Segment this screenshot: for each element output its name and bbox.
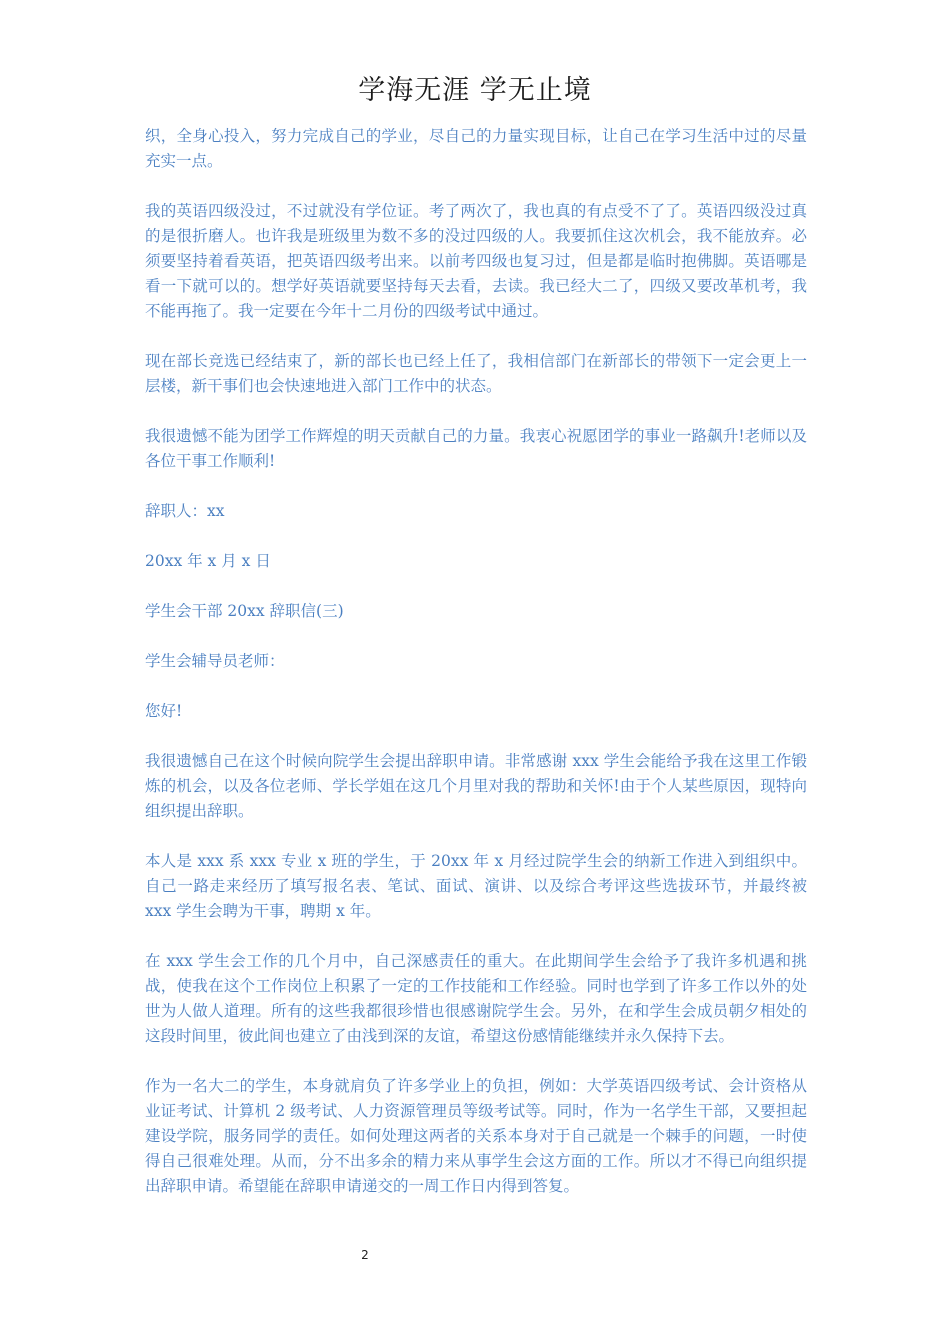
page-number: 2 (361, 1248, 369, 1262)
greeting: 您好! (145, 702, 183, 720)
paragraph: 我很遗憾自己在这个时候向院学生会提出辞职申请。非常感谢 xxx 学生会能给予我在这里工作锻炼的机会，以及各位老师、学长学姐在这几个月里对我的帮助和关怀!由于个人某些原因，现特向组织提出辞职。 (145, 752, 807, 820)
page-header-title: 学海无涯 学无止境 (358, 75, 592, 106)
paragraph: 织，全身心投入，努力完成自己的学业，尽自己的力量实现目标，让自己在学习生活中过的尽量充实一点。 (145, 127, 807, 170)
signature-line: 辞职人：xx (145, 502, 225, 520)
date-line: 20xx 年 x 月 x 日 (145, 552, 271, 570)
paragraph: 我很遗憾不能为团学工作辉煌的明天贡献自己的力量。我衷心祝愿团学的事业一路飙升!老师以及各位干事工作顺利! (145, 427, 807, 470)
salutation: 学生会辅导员老师： (145, 652, 285, 670)
paragraph: 作为一名大二的学生，本身就肩负了许多学业上的负担，例如：大学英语四级考试、会计资格从业证考试、计算机 2 级考试、人力资源管理员等级考试等。同时，作为一名学生干部，又要担起建设学院，服务同学的责任。如何处理这两者的关系本身对于自己就是一个棘手的问题，一时使得自己很难处理。从而，分不出多余的精力来从事学生会这方面的工作。所以才不得已向组织提出辞职申请。希望能在辞职申请递交的一周工作日内得到答复。 (145, 1077, 807, 1195)
section-title: 学生会干部 20xx 辞职信(三) (145, 602, 344, 620)
paragraph: 现在部长竞选已经结束了，新的部长也已经上任了，我相信部门在新部长的带领下一定会更上一层楼，新干事们也会快速地进入部门工作中的状态。 (145, 352, 807, 395)
paragraph: 我的英语四级没过，不过就没有学位证。考了两次了，我也真的有点受不了了。英语四级没过真的是很折磨人。也许我是班级里为数不多的没过四级的人。我要抓住这次机会，我不能放弃。必须要坚持着看英语，把英语四级考出来。以前考四级也复习过，但是都是临时抱佛脚。英语哪是看一下就可以的。想学好英语就要坚持每天去看，去读。我已经大二了，四级又要改革机考，我不能再拖了。我一定要在今年十二月份的四级考试中通过。 (145, 202, 807, 320)
paragraph: 本人是 xxx 系 xxx 专业 x 班的学生，于 20xx 年 x 月经过院学生会的纳新工作进入到组织中。自己一路走来经历了填写报名表、笔试、面试、演讲、以及综合考评这些选拔环节，并最终被 xxx 学生会聘为干事，聘期 x 年。 (145, 852, 807, 920)
document-body (145, 124, 807, 1224)
paragraph: 在 xxx 学生会工作的几个月中，自己深感责任的重大。在此期间学生会给予了我许多机遇和挑战，使我在这个工作岗位上积累了一定的工作技能和工作经验。同时也学到了许多工作以外的处世为人做人道理。所有的这些我都很珍惜也很感谢院学生会。另外，在和学生会成员朝夕相处的这段时间里，彼此间也建立了由浅到深的友谊，希望这份感情能继续并永久保持下去。 (145, 952, 807, 1045)
